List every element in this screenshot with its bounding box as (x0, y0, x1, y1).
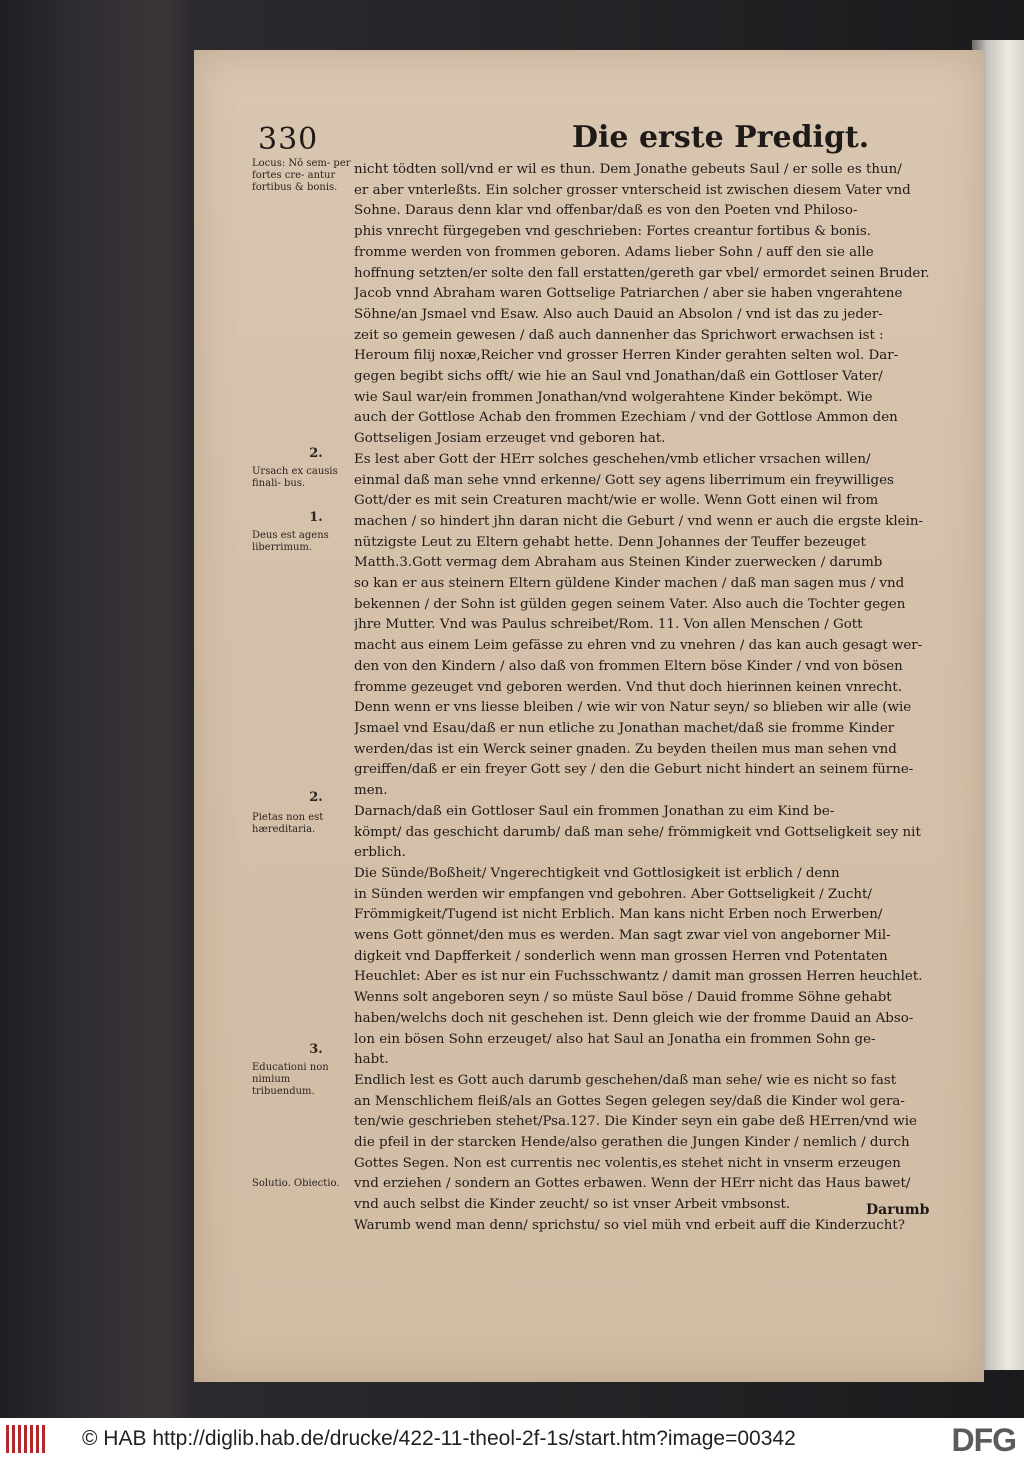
body-line: habt. (354, 1052, 389, 1068)
body-line: den von den Kindern / also daß von frommen Eltern böse Kinder / vnd von bösen (354, 658, 903, 674)
body-line: Sohne. Daraus denn klar vnd offenbar/daß es von den Poeten vnd Philoso- (354, 203, 858, 219)
hab-barcode-icon (6, 1425, 48, 1453)
running-head: Die erste Predigt. (572, 120, 870, 155)
margin-note-number: 2. (309, 446, 323, 461)
body-line: hoffnung setzten/er solte den fall erstatten/gereth gar vbel/ ermordet seinen Bruder. (354, 265, 930, 281)
body-line: vnd auch selbst die Kinder zeucht/ so ist vnser Arbeit vmbsonst. (354, 1197, 791, 1213)
footer-bar (0, 1418, 1024, 1459)
body-line: Heroum filij noxæ,Reicher vnd grosser Herren Kinder gerahten selten wol. Dar- (354, 348, 899, 364)
catchword: Darumb (866, 1202, 930, 1218)
margin-note-number: 3. (309, 1042, 323, 1057)
body-line: in Sünden werden wir empfangen vnd gebohren. Aber Gottseligkeit / Zucht/ (354, 886, 872, 902)
body-line: lon ein bösen Sohn erzeuget/ also hat Saul an Jonatha ein frommen Sohn ge- (354, 1031, 876, 1047)
body-line: men. (354, 783, 388, 799)
dfg-logo: DFG (951, 1422, 1016, 1458)
body-line: auch der Gottlose Achab den frommen Ezechiam / vnd der Gottlose Ammon den (354, 410, 898, 426)
body-line: Denn wenn er vns liesse bleiben / wie wir von Natur seyn/ so blieben wir alle (wie (354, 700, 912, 716)
body-line: Jsmael vnd Esau/daß er nun etliche zu Jonathan machet/daß sie fromme Kinder (354, 720, 895, 736)
body-line: Gottseligen Josiam erzeuget vnd geboren hat. (354, 431, 666, 447)
margin-note: Locus: Nō sem- per fortes cre- antur fortibus & bonis. (252, 158, 351, 193)
body-line: kömpt/ das geschicht darumb/ daß man sehe/ frömmigkeit vnd Gottseligkeit sey nit (354, 824, 921, 840)
body-line: digkeit vnd Dapfferkeit / sonderlich wenn man grossen Herren vnd Potentaten (354, 948, 888, 964)
body-line: machen / so hindert jhn daran nicht die Geburt / vnd wenn er auch die ergste klein- (354, 513, 924, 529)
body-line: zeit so gemein gewesen / daß auch dannenher das Sprichwort erwachsen ist : (354, 327, 884, 343)
body-line: werden/das ist ein Werck seiner gnaden. Zu beyden theilen mus man sehen vnd (354, 741, 897, 757)
body-line: die pfeil in der starcken Hende/also gerathen die Jungen Kinder / nemlich / durch (354, 1135, 910, 1151)
body-line: so kan er aus steinern Eltern güldene Kinder machen / daß man sagen mus / vnd (354, 576, 905, 592)
body-line: wie Saul war/ein frommen Jonathan/vnd wolgerahtene Kinder bekömpt. Wie (354, 389, 873, 405)
body-line: Warumb wend man denn/ sprichstu/ so viel müh vnd erbeit auff die Kinderzucht? (354, 1217, 905, 1233)
body-line: er aber vnterleßts. Ein solcher grosser vnterscheid ist zwischen diesem Vater vnd (354, 182, 911, 198)
body-line: nicht tödten soll/vnd er wil es thun. Dem Jonathe gebeuts Saul / er solle es thun/ (354, 162, 902, 177)
margin-note: Solutio. Obiectio. (252, 1178, 340, 1189)
body-line: fromme werden von frommen geboren. Adams lieber Sohn / auff den sie alle (354, 244, 874, 260)
body-line: Jacob vnnd Abraham waren Gottselige Patriarchen / aber sie haben vngerahtene (354, 286, 903, 302)
body-line: nützigste Leut zu Eltern gehabt hette. Denn Johannes der Teuffer bezeuget (354, 534, 866, 550)
body-line: Gottes Segen. Non est currentis nec volentis,es stehet nicht in vnserm erzeugen (354, 1155, 901, 1171)
copyright-link[interactable]: © HAB http://diglib.hab.de/drucke/422-11-theol-2f-1s/start.htm?image=00342 (82, 1426, 796, 1450)
body-line: wens Gott gönnet/den mus es werden. Man sagt zwar viel von angeborner Mil- (354, 928, 891, 944)
body-line: Es lest aber Gott der HErr solches geschehen/vmb etlicher vrsachen willen/ (354, 451, 871, 467)
body-line: macht aus einem Leim gefässe zu ehren vnd zu vnehren / das kan auch gesagt wer- (354, 638, 923, 654)
body-line: Söhne/an Jsmael vnd Esaw. Also auch Dauid an Absolon / vnd ist das zu jeder- (354, 306, 883, 322)
margin-note: Ursach ex causis finali- bus. (252, 466, 338, 489)
margin-note: Educationi non nimium tribuendum. (252, 1062, 329, 1097)
margin-note: Pietas non est hæreditaria. (252, 812, 324, 835)
body-line: erblich. (354, 845, 406, 861)
margin-note-number: 2. (309, 790, 323, 805)
body-line: Endlich lest es Gott auch darumb geschehen/daß man sehe/ wie es nicht so fast (354, 1072, 897, 1088)
body-line: bekennen / der Sohn ist gülden gegen seinem Vater. Also auch die Tochter gegen (354, 596, 906, 612)
body-text (354, 160, 944, 1237)
body-line: Frömmigkeit/Tugend ist nicht Erblich. Man kans nicht Erben noch Erwerben/ (354, 907, 883, 923)
body-line: jhre Mutter. Vnd was Paulus schreibet/Rom. 11. Von allen Menschen / Gott (354, 617, 863, 633)
body-line: Die Sünde/Boßheit/ Vngerechtigkeit vnd Gottlosigkeit ist erblich / denn (354, 865, 840, 881)
body-line: Wenns solt angeboren seyn / so müste Saul böse / Dauid fromme Söhne gehabt (354, 990, 892, 1006)
body-line: greiffen/daß er ein freyer Gott sey / den die Geburt nicht hindert an seinem fürne- (354, 762, 914, 778)
margin-note: Deus est agens liberrimum. (252, 530, 329, 553)
body-line: ten/wie geschrieben stehet/Psa.127. Die Kinder seyn ein gabe deß HErren/vnd wie (354, 1114, 917, 1130)
body-line: phis vnrecht fürgegeben vnd geschrieben: Fortes creantur fortibus & bonis. (354, 224, 872, 240)
body-line: vnd erziehen / sondern an Gottes erbawen. Wenn der HErr nicht das Haus bawet/ (354, 1176, 911, 1192)
body-line: Matth.3.Gott vermag dem Abraham aus Steinen Kinder zuerwecken / darumb (354, 555, 883, 571)
margin-note-number: 1. (309, 510, 323, 525)
body-line: gegen begibt sichs offt/ wie hie an Saul vnd Jonathan/daß ein Gottloser Vater/ (354, 369, 883, 385)
body-line: fromme gezeuget vnd geboren werden. Vnd thut doch hierinnen keinen vnrecht. (354, 679, 903, 695)
page-number: 330 (258, 122, 319, 157)
body-line: Darnach/daß ein Gottloser Saul ein frommen Jonathan zu eim Kind be- (354, 803, 835, 819)
body-line: an Menschlichem fleiß/als an Gottes Segen gelegen sey/daß die Kinder wol gera- (354, 1093, 905, 1109)
body-line: Heuchlet: Aber es ist nur ein Fuchsschwantz / damit man grossen Herren heuchlet. (354, 969, 923, 985)
body-line: einmal daß man sehe vnnd erkenne/ Gott sey agens liberrimum ein freywilliges (354, 472, 894, 488)
body-line: Gott/der es mit sein Creaturen macht/wie er wolle. Wenn Gott einen wil from (354, 493, 879, 509)
book-page (194, 50, 984, 1382)
body-line: haben/welchs doch nit geschehen ist. Denn gleich wie der fromme Dauid an Abso- (354, 1010, 914, 1026)
